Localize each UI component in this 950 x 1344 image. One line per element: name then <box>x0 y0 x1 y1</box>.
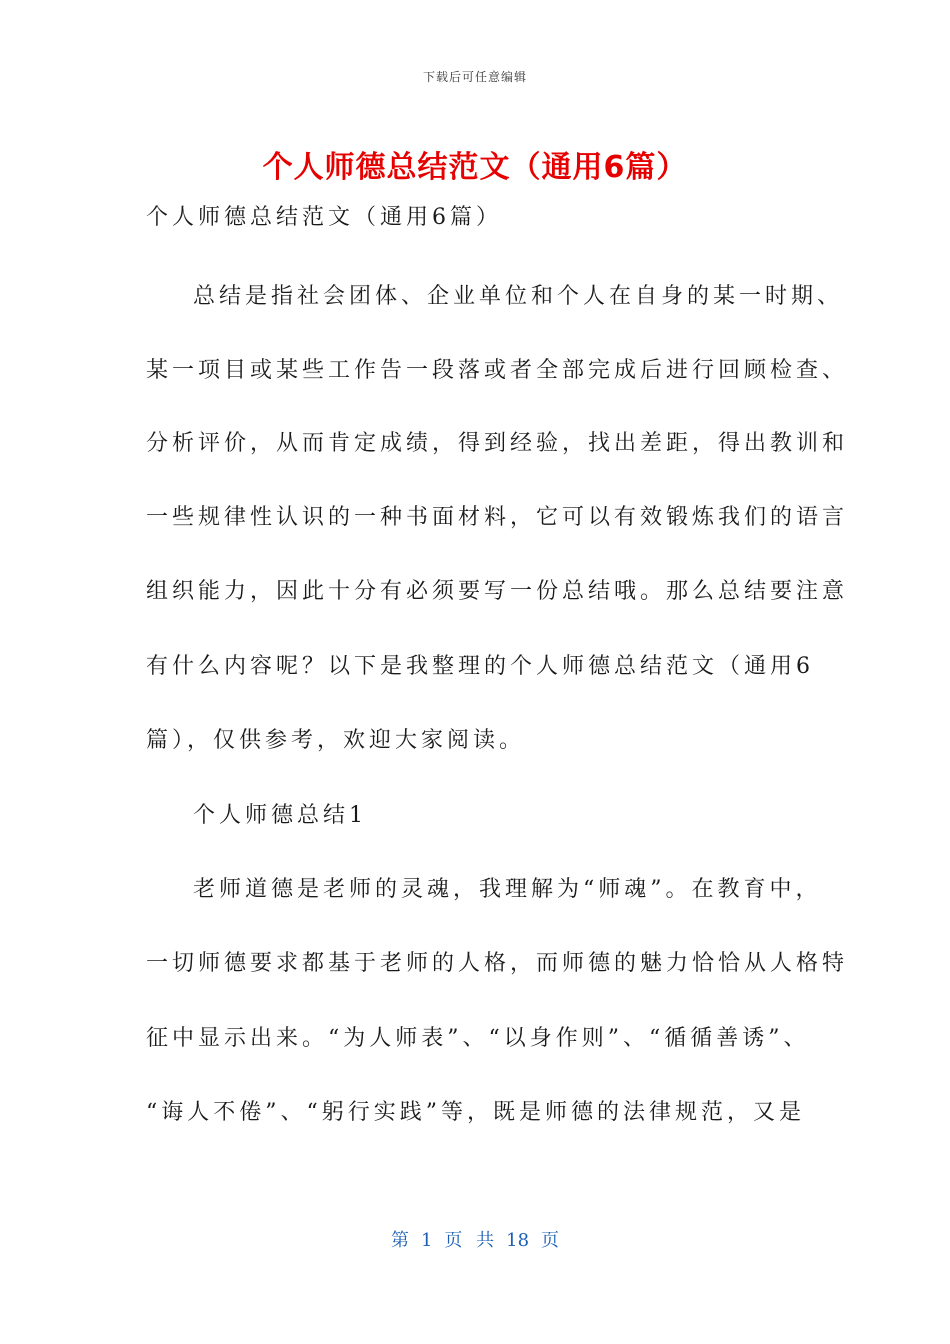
paragraph-line: 老师道德是老师的灵魂，我理解为“师魂”。在教育中， <box>193 877 822 902</box>
paragraph-line: 总结是指社会团体、企业单位和个人在自身的某一时期、 <box>193 284 844 309</box>
footer-middle: 页 共 <box>444 1230 495 1251</box>
document-title: 个人师德总结范文（通用6篇） <box>262 150 688 185</box>
header-note: 下载后可任意编辑 <box>422 70 527 84</box>
paragraph-line: “诲人不倦”、“躬行实践”等，既是师德的法律规范，又是 <box>146 1100 805 1125</box>
footer-page-number: 1 <box>420 1230 433 1251</box>
paragraph-line: 某一项目或某些工作告一段落或者全部完成后进行回顾检查、 <box>146 358 849 383</box>
footer-suffix: 页 <box>541 1230 560 1251</box>
document-subtitle: 个人师德总结范文（通用6篇） <box>146 205 502 230</box>
paragraph-line: 篇），仅供参考，欢迎大家阅读。 <box>146 728 526 753</box>
page-footer <box>0 1226 950 1252</box>
section-heading: 个人师德总结1 <box>193 803 367 828</box>
footer-total-pages: 18 <box>506 1230 530 1251</box>
paragraph-line: 一些规律性认识的一种书面材料，它可以有效锻炼我们的语言 <box>146 505 849 530</box>
paragraph-line: 一切师德要求都基于老师的人格，而师德的魅力恰恰从人格特 <box>146 951 849 976</box>
paragraph-line: 分析评价，从而肯定成绩，得到经验，找出差距，得出教训和 <box>146 431 849 456</box>
paragraph-line: 有什么内容呢？以下是我整理的个人师德总结范文（通用6 <box>146 654 814 679</box>
footer-prefix: 第 <box>390 1230 409 1251</box>
paragraph-line: 组织能力，因此十分有必须要写一份总结哦。那么总结要注意 <box>146 579 849 604</box>
paragraph-line: 征中显示出来。“为人师表”、“以身作则”、“循循善诱”、 <box>146 1026 810 1051</box>
